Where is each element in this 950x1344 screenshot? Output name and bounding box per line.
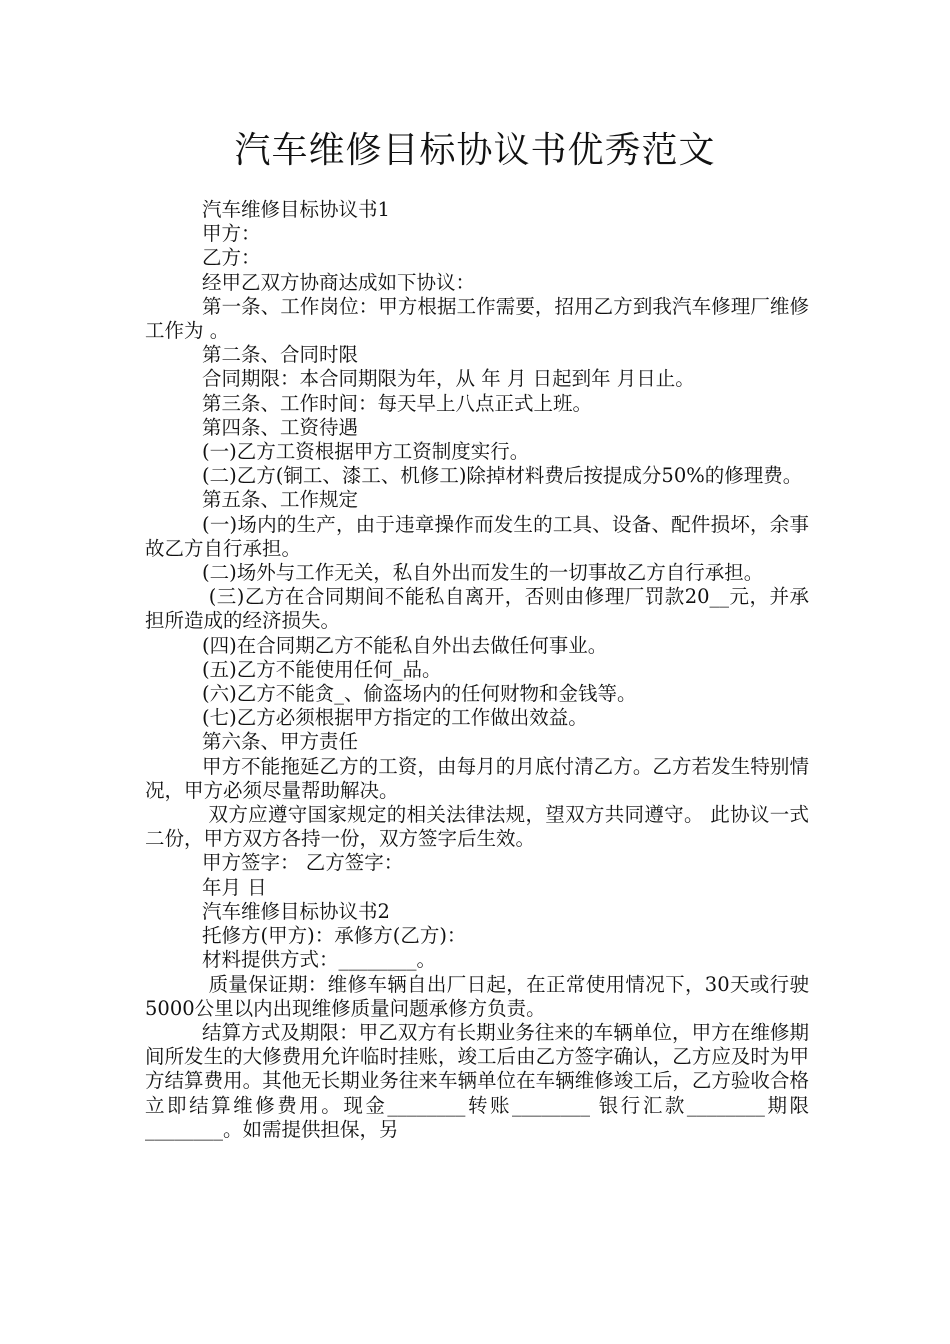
paragraph: (三)乙方在合同期间不能私自离开，否则由修理厂罚款20__元，并承担所造成的经济损失。: [145, 585, 810, 633]
paragraph: 汽车维修目标协议书1: [202, 198, 390, 221]
document-title: 汽车维修目标协议书优秀范文: [234, 130, 716, 171]
paragraph: (六)乙方不能贪_、偷盗场内的任何财物和金钱等。: [202, 682, 637, 706]
paragraph: 第四条、工资待遇: [202, 415, 359, 439]
paragraph: (二)乙方(铜工、漆工、机修工)除掉材料费后按提成分50%的修理费。: [202, 464, 803, 488]
paragraph: 合同期限：本合同期限为年，从 年 月 日起到年 月日止。: [202, 367, 695, 391]
paragraph: (七)乙方必须根据甲方指定的工作做出效益。: [202, 706, 588, 730]
paragraph: 经甲乙双方协商达成如下协议：: [202, 270, 476, 294]
paragraph: (二)场外与工作无关，私自外出而发生的一切事故乙方自行承担。: [202, 561, 764, 585]
paragraph: 双方应遵守国家规定的相关法律法规，望双方共同遵守。 此协议一式二份，甲方双方各持一份，双方签字后生效。: [145, 803, 809, 851]
paragraph: 材料提供方式：________。: [202, 948, 437, 972]
document-body: [145, 198, 809, 1142]
paragraph: 乙方：: [202, 246, 261, 270]
paragraph: (五)乙方不能使用任何_品。: [202, 657, 442, 681]
paragraph: (一)场内的生产，由于违章操作而发生的工具、设备、配件损坏，余事故乙方自行承担。: [145, 512, 809, 560]
paragraph: 甲方：: [202, 222, 261, 246]
paragraph: 年月 日: [202, 875, 267, 899]
paragraph: 汽车维修目标协议书2: [202, 899, 390, 923]
paragraph: 甲方不能拖延乙方的工资，由每月的月底付清乙方。乙方若发生特别情况，甲方必须尽量帮助解决。: [145, 754, 809, 802]
paragraph: 托修方(甲方)：承修方(乙方)：: [202, 924, 467, 948]
paragraph: 结算方式及期限：甲乙双方有长期业务往来的车辆单位，甲方在维修期间所发生的大修费用允许临时挂账，竣工后由乙方签字确认，乙方应及时为甲方结算费用。其他无长期业务往来车辆单位在车辆维修竣工后，乙方验收合格立即结算维修费用。现金________转账________ 银行汇款________期限________。如需提供担保，另: [145, 1020, 809, 1141]
paragraph: 第二条、合同时限: [202, 343, 359, 367]
paragraph: 第六条、甲方责任: [202, 730, 359, 754]
paragraph: 甲方签字： 乙方签字：: [202, 851, 404, 875]
paragraph: 第五条、工作规定: [202, 488, 359, 512]
paragraph: 第一条、工作岗位：甲方根据工作需要，招用乙方到我汽车修理厂维修工作为 。: [145, 294, 809, 343]
paragraph: (四)在合同期乙方不能私自外出去做任何事业。: [202, 633, 608, 657]
paragraph: (一)乙方工资根据甲方工资制度实行。: [202, 440, 530, 464]
paragraph: 第三条、工作时间：每天早上八点正式上班。: [202, 391, 593, 415]
paragraph: 质量保证期：维修车辆自出厂日起，在正常使用情况下，30天或行驶5000公里以内出现维修质量问题承修方负责。: [145, 972, 809, 1020]
